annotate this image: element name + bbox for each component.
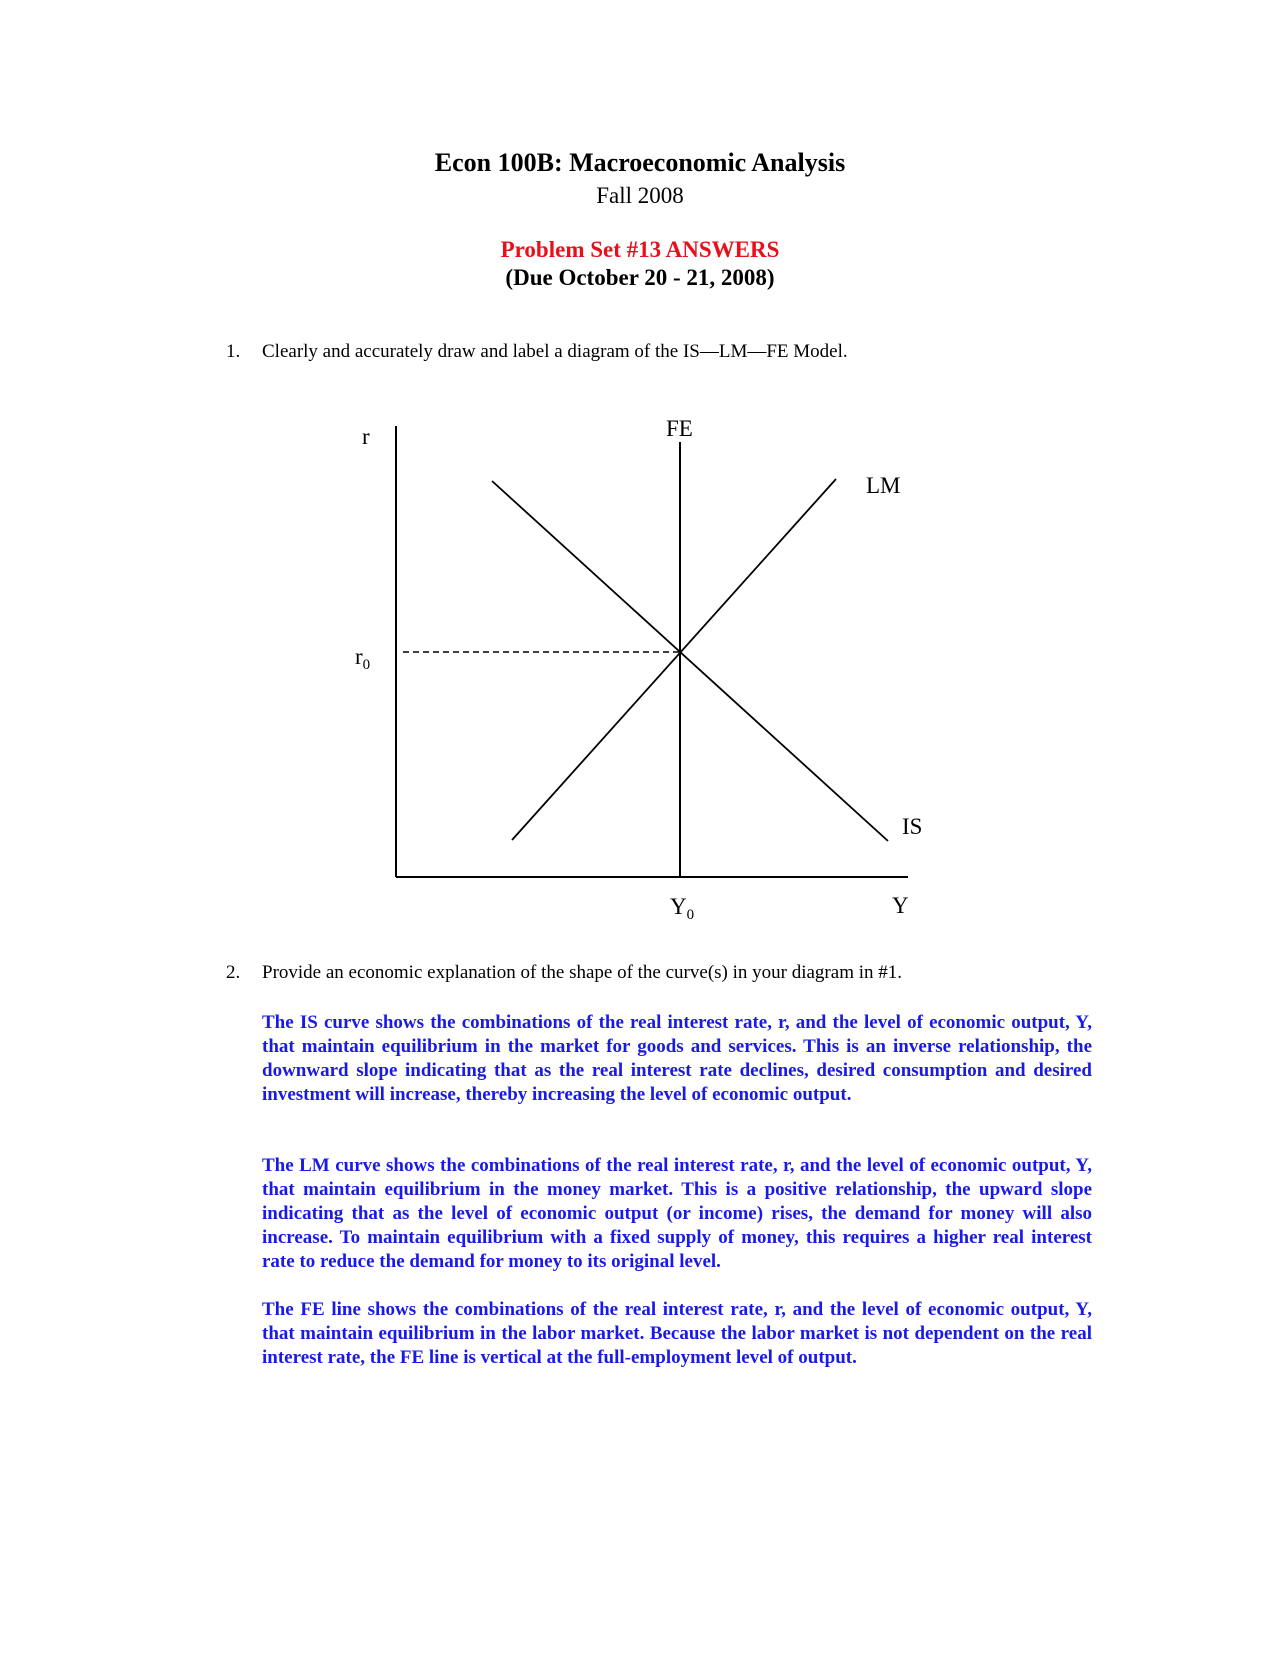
lm-label: LM: [866, 473, 901, 498]
answer-fe-line: The FE line shows the combinations of the real interest rate, r, and the level of economic output, Y, that maintain equilibrium in the labor market. Because the labor market is not dependent on the real interest rate, the FE line is vertical at the full-employment level of output.: [262, 1299, 1092, 1368]
x-axis-label: Y: [892, 893, 909, 918]
problem-set-title: Problem Set #13 ANSWERS: [500, 237, 780, 262]
question-1-text: Clearly and accurately draw and label a diagram of the IS—LM—FE Model.: [262, 341, 848, 362]
due-date: (Due October 20 - 21, 2008): [505, 265, 775, 290]
question-1-number: 1.: [226, 341, 241, 362]
question-2-text: Provide an economic explanation of the shape of the curve(s) in your diagram in #1.: [262, 962, 902, 983]
semester: Fall 2008: [596, 183, 684, 208]
r0-label: $r_0$: [355, 644, 371, 673]
y-axis-label: r: [362, 424, 370, 449]
is-label: IS: [902, 814, 923, 839]
course-title: Econ 100B: Macroeconomic Analysis: [434, 148, 846, 177]
lm-curve: [512, 479, 836, 840]
fe-label: FE: [666, 416, 693, 441]
answer-is-curve: The IS curve shows the combinations of the real interest rate, r, and the level of economic output, Y, that maintain equilibrium in the market for goods and services. This is an inverse relationship, the downward slope indicating that as the real interest rate declines, desired consumption and desired investment will increase, thereby increasing the level of economic output.: [262, 1012, 1092, 1105]
answer-lm-curve: The LM curve shows the combinations of the real interest rate, r, and the level of economic output, Y, that maintain equilibrium in the money market. This is a positive relationship, the upward slope indicating that as the level of economic output (or income) rises, the demand for money will also increase. To maintain equilibrium with a fixed supply of money, this requires a higher real interest rate to reduce the demand for money to its original level.: [262, 1155, 1092, 1272]
is-curve: [492, 481, 888, 841]
y0-label: $Y_0$: [670, 894, 695, 923]
question-2-number: 2.: [226, 962, 241, 983]
